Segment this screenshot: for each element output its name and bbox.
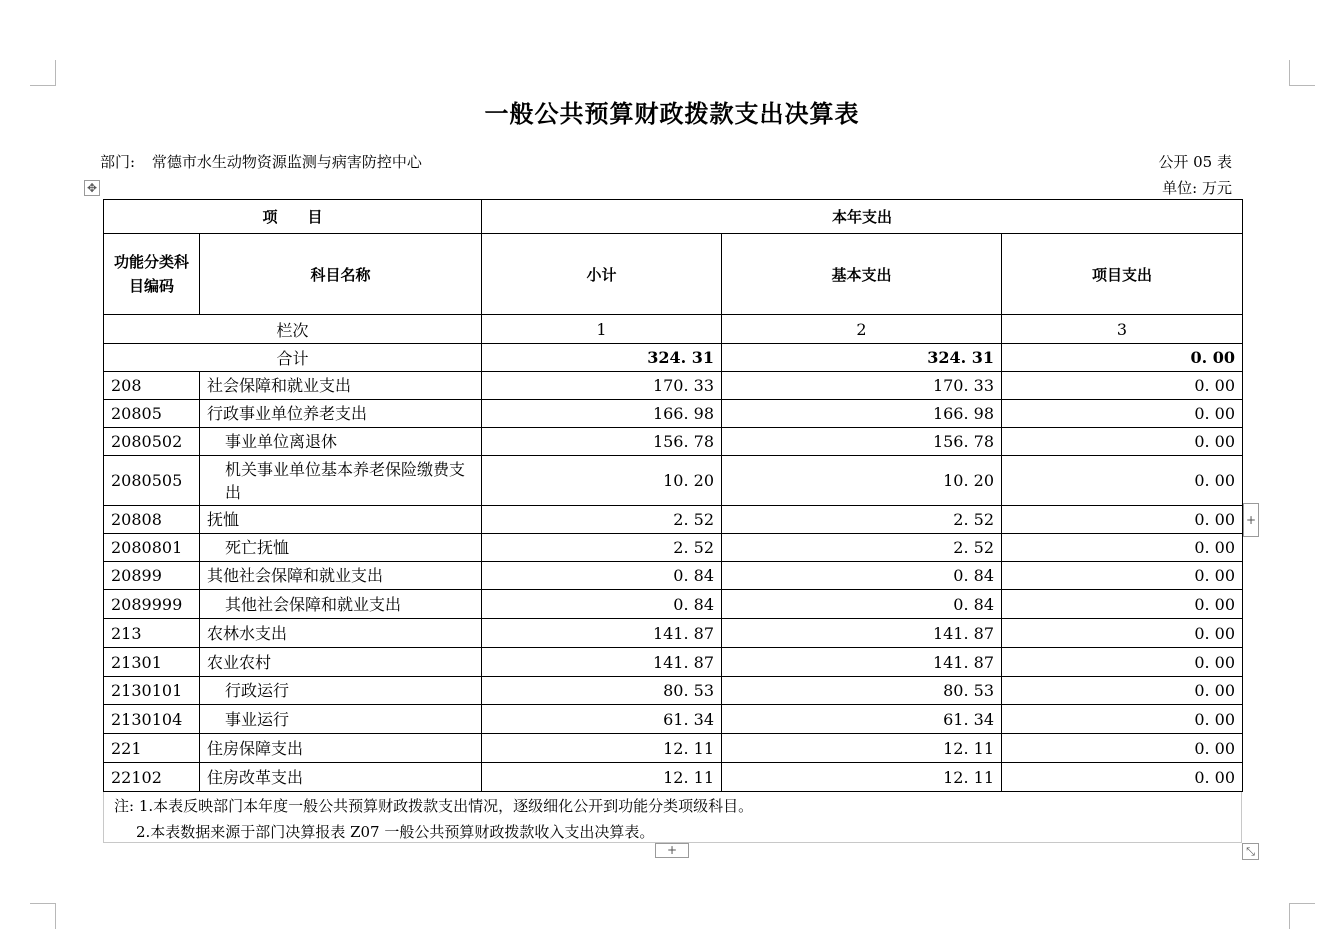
page-corner-mark	[1289, 85, 1315, 86]
row-name: 事业单位离退休	[200, 428, 482, 456]
row-subtotal: 170. 33	[482, 372, 722, 400]
table-row	[104, 562, 1243, 590]
expense-table	[103, 199, 1243, 792]
column-index-1: 1	[482, 315, 722, 344]
row-basic: 170. 33	[722, 372, 1002, 400]
row-subtotal: 156. 78	[482, 428, 722, 456]
row-code: 2080502	[104, 428, 200, 456]
row-code: 208	[104, 372, 200, 400]
row-project: 0. 00	[1002, 763, 1243, 792]
row-code: 21301	[104, 648, 200, 677]
page-corner-mark	[1289, 903, 1315, 904]
total-row	[104, 344, 1243, 372]
row-project: 0. 00	[1002, 400, 1243, 428]
department-name: 常德市水生动物资源监测与病害防控中心	[151, 153, 422, 171]
add-row-plus-icon[interactable]: +	[655, 843, 689, 858]
row-name: 行政事业单位养老支出	[200, 400, 482, 428]
header-item: 项 目	[104, 200, 482, 234]
header-basic: 基本支出	[722, 234, 1002, 315]
total-basic: 324. 31	[722, 344, 1002, 372]
row-project: 0. 00	[1002, 562, 1243, 590]
row-subtotal: 141. 87	[482, 619, 722, 648]
row-basic: 156. 78	[722, 428, 1002, 456]
table-row	[104, 456, 1243, 506]
table-row	[104, 763, 1243, 792]
row-project: 0. 00	[1002, 677, 1243, 705]
row-basic: 0. 84	[722, 590, 1002, 619]
row-code: 213	[104, 619, 200, 648]
page-corner-mark	[1289, 903, 1290, 929]
row-code: 20899	[104, 562, 200, 590]
row-name: 住房保障支出	[200, 734, 482, 763]
header-subtotal: 小计	[482, 234, 722, 315]
table-row	[104, 619, 1243, 648]
header-project: 项目支出	[1002, 234, 1243, 315]
row-name: 其他社会保障和就业支出	[200, 590, 482, 619]
row-name: 机关事业单位基本养老保险缴费支出	[200, 456, 482, 506]
table-row	[104, 534, 1243, 562]
notes	[103, 792, 1242, 843]
table-row	[104, 734, 1243, 763]
row-project: 0. 00	[1002, 590, 1243, 619]
row-name: 事业运行	[200, 705, 482, 734]
header-name: 科目名称	[200, 234, 482, 315]
row-name: 行政运行	[200, 677, 482, 705]
row-project: 0. 00	[1002, 648, 1243, 677]
page-corner-mark	[30, 85, 56, 86]
row-basic: 141. 87	[722, 619, 1002, 648]
table-row	[104, 372, 1243, 400]
row-project: 0. 00	[1002, 428, 1243, 456]
row-code: 2130101	[104, 677, 200, 705]
row-code: 22102	[104, 763, 200, 792]
table-row	[104, 506, 1243, 534]
row-subtotal: 166. 98	[482, 400, 722, 428]
row-code: 221	[104, 734, 200, 763]
row-project: 0. 00	[1002, 506, 1243, 534]
header-row-1	[104, 200, 1243, 234]
page-corner-mark	[1289, 60, 1290, 86]
row-code: 20805	[104, 400, 200, 428]
row-subtotal: 61. 34	[482, 705, 722, 734]
row-code: 2080505	[104, 456, 200, 506]
row-name: 抚恤	[200, 506, 482, 534]
row-basic: 166. 98	[722, 400, 1002, 428]
header-row-2	[104, 234, 1243, 315]
table-row	[104, 428, 1243, 456]
table-row	[104, 677, 1243, 705]
row-subtotal: 10. 20	[482, 456, 722, 506]
department-line	[100, 151, 422, 172]
table-row	[104, 400, 1243, 428]
row-code: 2080801	[104, 534, 200, 562]
row-name: 死亡抚恤	[200, 534, 482, 562]
column-index-row	[104, 315, 1243, 344]
table-row	[104, 705, 1243, 734]
row-name: 社会保障和就业支出	[200, 372, 482, 400]
row-project: 0. 00	[1002, 734, 1243, 763]
row-name: 其他社会保障和就业支出	[200, 562, 482, 590]
note-line: 注: 1.本表反映部门本年度一般公共预算财政拨款支出情况，逐级细化公开到功能分类项级科目。	[114, 797, 754, 815]
department-label: 部门:	[100, 153, 136, 171]
add-column-plus-icon[interactable]: +	[1243, 503, 1259, 537]
row-name: 农业农村	[200, 648, 482, 677]
row-basic: 80. 53	[722, 677, 1002, 705]
header-year-expense: 本年支出	[482, 200, 1243, 234]
row-subtotal: 0. 84	[482, 590, 722, 619]
row-basic: 10. 20	[722, 456, 1002, 506]
row-code: 2089999	[104, 590, 200, 619]
row-basic: 12. 11	[722, 763, 1002, 792]
header-code: 功能分类科目编码	[104, 234, 200, 315]
unit-label: 单位: 万元	[1162, 179, 1232, 197]
row-name: 农林水支出	[200, 619, 482, 648]
table-row	[104, 648, 1243, 677]
page-corner-mark	[30, 903, 56, 904]
page-title: 一般公共预算财政拨款支出决算表	[484, 99, 860, 128]
row-project: 0. 00	[1002, 372, 1243, 400]
row-subtotal: 0. 84	[482, 562, 722, 590]
page-corner-mark	[55, 903, 56, 929]
row-subtotal: 80. 53	[482, 677, 722, 705]
total-project: 0. 00	[1002, 344, 1243, 372]
row-subtotal: 2. 52	[482, 534, 722, 562]
row-subtotal: 12. 11	[482, 763, 722, 792]
column-index-3: 3	[1002, 315, 1243, 344]
table-row	[104, 590, 1243, 619]
note-line: 2.本表数据来源于部门决算报表 Z07 一般公共预算财政拨款收入支出决算表。	[136, 823, 655, 841]
row-basic: 141. 87	[722, 648, 1002, 677]
table-resize-icon[interactable]: ⤡	[1242, 843, 1259, 860]
row-project: 0. 00	[1002, 456, 1243, 506]
total-subtotal: 324. 31	[482, 344, 722, 372]
row-basic: 12. 11	[722, 734, 1002, 763]
row-basic: 2. 52	[722, 506, 1002, 534]
row-name: 住房改革支出	[200, 763, 482, 792]
column-index-2: 2	[722, 315, 1002, 344]
row-project: 0. 00	[1002, 705, 1243, 734]
row-basic: 61. 34	[722, 705, 1002, 734]
row-subtotal: 12. 11	[482, 734, 722, 763]
row-project: 0. 00	[1002, 619, 1243, 648]
row-code: 2130104	[104, 705, 200, 734]
form-number: 公开 05 表	[1158, 153, 1232, 171]
row-basic: 2. 52	[722, 534, 1002, 562]
page-corner-mark	[55, 60, 56, 86]
row-subtotal: 2. 52	[482, 506, 722, 534]
row-subtotal: 141. 87	[482, 648, 722, 677]
row-code: 20808	[104, 506, 200, 534]
row-project: 0. 00	[1002, 534, 1243, 562]
column-index-label: 栏次	[104, 315, 482, 344]
row-basic: 0. 84	[722, 562, 1002, 590]
total-label: 合计	[104, 344, 482, 372]
table-move-icon[interactable]: ✥	[84, 180, 100, 196]
